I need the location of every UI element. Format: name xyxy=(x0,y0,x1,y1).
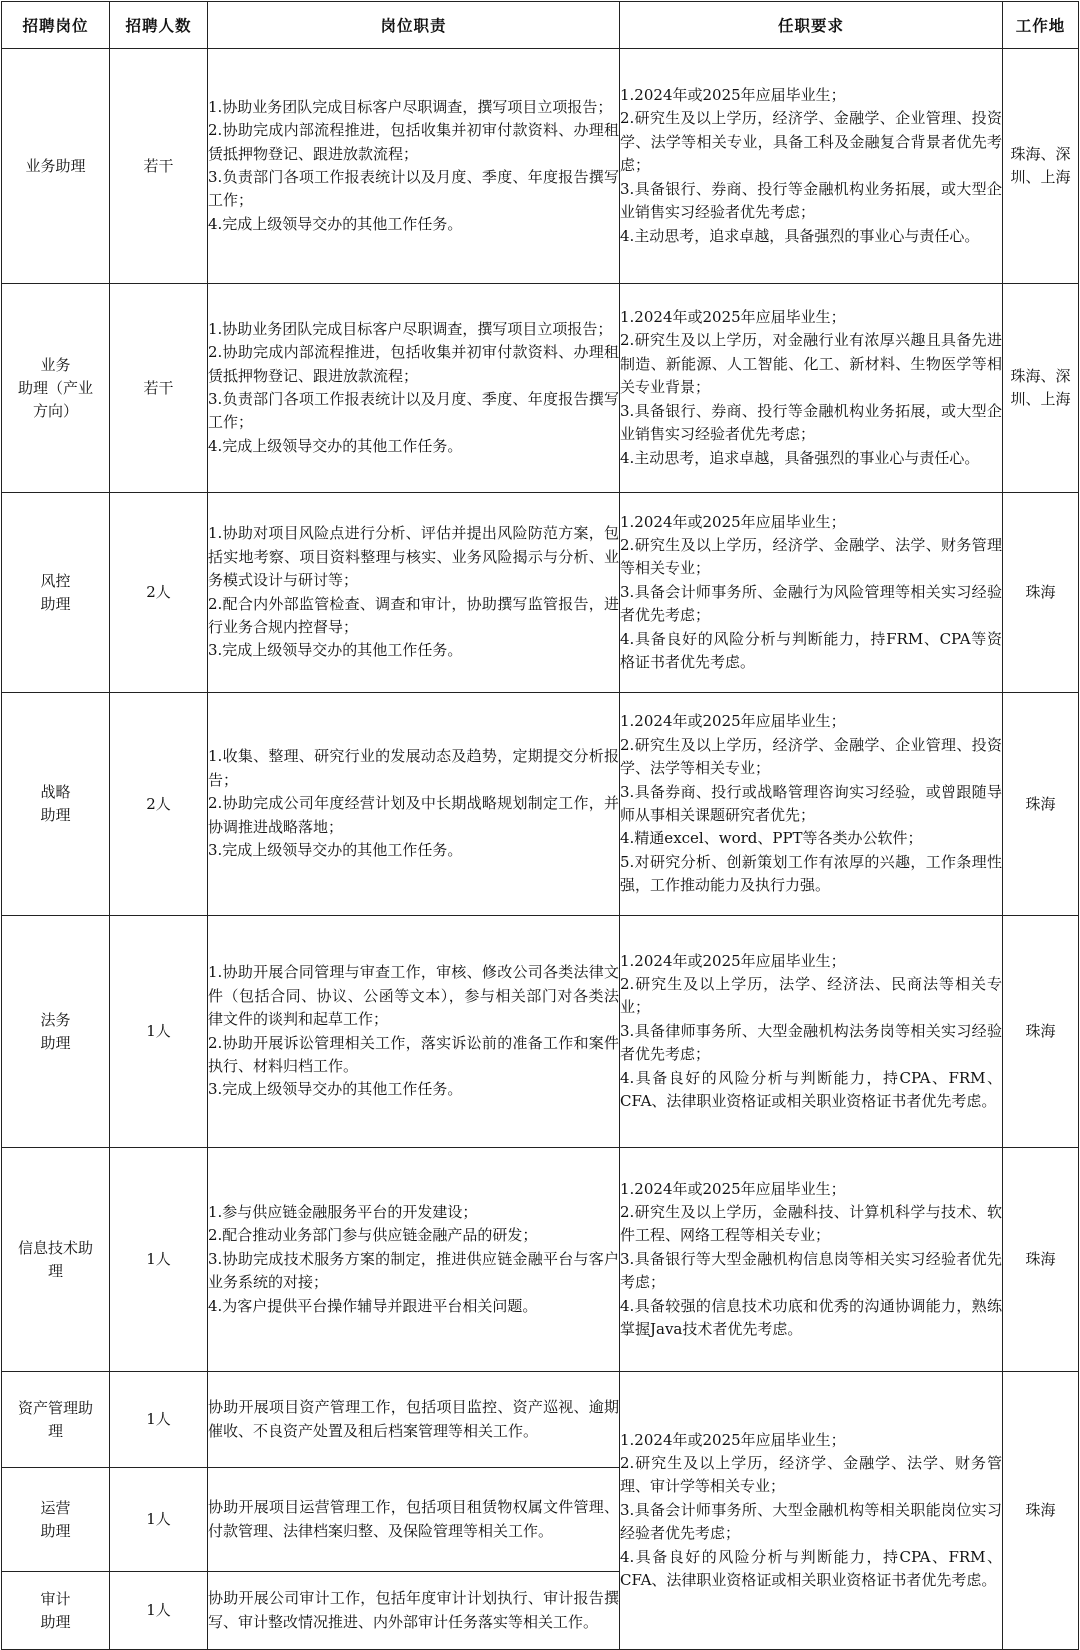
requirement-line: 2.研究生及以上学历，经济学、金融学、企业管理、投资学、法学等相关专业； xyxy=(620,735,1002,778)
duties-cell xyxy=(208,1148,620,1372)
count-cell: 若干 xyxy=(110,49,208,284)
location-cell: 珠海、深圳、上海 xyxy=(1003,284,1079,493)
duties-cell xyxy=(208,284,620,493)
duty-line: 1.协助开展合同管理与审查工作，审核、修改公司各类法律文件（包括合同、协议、公函等文本），参与相关部门对各类法律文件的谈判和起草工作； xyxy=(208,963,619,1029)
requirement-line: 1.2024年或2025年应届毕业生； xyxy=(620,308,846,327)
position-cell xyxy=(2,493,110,693)
header-position: 招聘岗位 xyxy=(2,2,110,49)
duty-line: 协助开展公司审计工作，包括年度审计计划执行、审计报告撰写、审计整改情况推进、内外部审计任务落实等相关工作。 xyxy=(208,1589,619,1631)
duties-cell xyxy=(208,1372,620,1468)
requirement-line: 3.具备券商、投行或战略管理咨询实习经验，或曾跟随导师从事相关课题研究者优先； xyxy=(620,782,1002,824)
position-text: 信息技术助 理 xyxy=(17,1238,93,1280)
recruitment-table xyxy=(1,1,1079,1650)
duty-line: 3.完成上级领导交办的其他工作任务。 xyxy=(208,641,463,660)
position-text: 运营 助理 xyxy=(40,1498,71,1540)
position-cell xyxy=(2,916,110,1148)
duty-line: 4.完成上级领导交办的其他工作任务。 xyxy=(208,214,463,233)
requirements-cell xyxy=(620,493,1003,693)
requirements-cell xyxy=(620,693,1003,916)
requirement-line: 4.具备良好的风险分析与判断能力，持CPA、FRM、CFA、法律职业资格证或相关职业资格证书者优先考虑。 xyxy=(620,1068,1002,1111)
requirement-line: 2.研究生及以上学历，对金融行业有浓厚兴趣且具备先进制造、新能源、人工智能、化工、新材料、生物医学等相关专业背景； xyxy=(620,331,1002,397)
requirement-line: 4.具备良好的风险分析与判断能力，持FRM、CPA等资格证书者优先考虑。 xyxy=(620,629,1002,672)
merged-location-cell: 珠海 xyxy=(1003,1372,1079,1650)
position-cell xyxy=(2,284,110,493)
position-text: 战略 助理 xyxy=(40,783,71,824)
duty-line: 协助开展项目资产管理工作，包括项目监控、资产巡视、逾期催收、不良资产处置及租后档案管理等相关工作。 xyxy=(208,1398,619,1440)
requirement-line: 1.2024年或2025年应届毕业生； xyxy=(620,951,846,970)
location-cell: 珠海 xyxy=(1003,916,1079,1148)
position-text: 审计 助理 xyxy=(40,1589,71,1631)
duties-cell xyxy=(208,49,620,284)
duty-line: 2.协助完成内部流程推进，包括收集并初审付款资料、办理租赁抵押物登记、跟进放款流程； xyxy=(208,343,619,385)
duty-line: 3.完成上级领导交办的其他工作任务。 xyxy=(208,841,463,860)
location-cell: 珠海 xyxy=(1003,493,1079,693)
requirements-cell xyxy=(620,916,1003,1148)
requirement-line: 5.对研究分析、创新策划工作有浓厚的兴趣，工作条理性强，工作推动能力及执行力强。 xyxy=(620,852,1002,895)
header-duties: 岗位职责 xyxy=(208,2,620,49)
requirement-line: 2.研究生及以上学历，金融科技、计算机科学与技术、软件工程、网络工程等相关专业； xyxy=(620,1202,1002,1245)
requirements-cell xyxy=(620,49,1003,284)
duty-line: 1.协助业务团队完成目标客户尽职调查，撰写项目立项报告； xyxy=(208,97,613,116)
count-cell: 1人 xyxy=(110,916,208,1148)
requirement-line: 3.具备银行、券商、投行等金融机构业务拓展，或大型企业销售实习经验者优先考虑； xyxy=(620,401,1002,444)
count-cell: 1人 xyxy=(110,1572,208,1650)
position-text: 业务 助理（产业 方向） xyxy=(17,355,93,420)
table-row xyxy=(2,916,1079,1148)
table-row xyxy=(2,284,1079,493)
table-row xyxy=(2,1148,1079,1372)
requirement-line: 1.2024年或2025年应届毕业生； xyxy=(620,1179,846,1198)
duties-cell xyxy=(208,1468,620,1572)
header-location: 工作地 xyxy=(1003,2,1079,49)
requirement-line: 4.精通excel、word、PPT等各类办公软件； xyxy=(620,829,923,848)
requirement-line: 1.2024年或2025年应届毕业生； xyxy=(620,86,846,105)
position-cell xyxy=(2,1148,110,1372)
duty-line: 4.为客户提供平台操作辅导并跟进平台相关问题。 xyxy=(208,1296,538,1315)
duty-line: 2.协助开展诉讼管理相关工作，落实诉讼前的准备工作和案件执行、材料归档工作。 xyxy=(208,1033,619,1075)
requirement-line: 1.2024年或2025年应届毕业生； xyxy=(620,712,846,731)
count-cell: 1人 xyxy=(110,1148,208,1372)
requirement-line: 2.研究生及以上学历，法学、经济法、民商法等相关专业； xyxy=(620,974,1002,1017)
count-cell: 1人 xyxy=(110,1372,208,1468)
requirement-line: 4.具备良好的风险分析与判断能力，持CPA、FRM、CFA、法律职业资格证或相关职业资格证书者优先考虑。 xyxy=(620,1547,1002,1590)
duty-line: 1.协助业务团队完成目标客户尽职调查，撰写项目立项报告； xyxy=(208,319,613,338)
duty-line: 1.收集、整理、研究行业的发展动态及趋势，定期提交分析报告； xyxy=(208,747,619,789)
duties-cell xyxy=(208,1572,620,1650)
position-cell xyxy=(2,1572,110,1650)
requirement-line: 2.研究生及以上学历，经济学、金融学、法学、财务管理、审计学等相关专业； xyxy=(620,1453,1002,1496)
position-cell xyxy=(2,1468,110,1572)
duty-line: 2.协助完成公司年度经营计划及中长期战略规划制定工作，并协调推进战略落地； xyxy=(208,794,619,836)
table-row xyxy=(2,1372,1079,1468)
table-row xyxy=(2,493,1079,693)
requirement-line: 3.具备律师事务所、大型金融机构法务岗等相关实习经验者优先考虑； xyxy=(620,1021,1002,1064)
duty-line: 2.协助完成内部流程推进，包括收集并初审付款资料、办理租赁抵押物登记、跟进放款流程； xyxy=(208,121,619,163)
duty-line: 2.配合推动业务部门参与供应链金融产品的研发； xyxy=(208,1226,538,1245)
count-cell: 2人 xyxy=(110,693,208,916)
count-cell: 若干 xyxy=(110,284,208,493)
position-cell xyxy=(2,49,110,284)
position-text: 法务 助理 xyxy=(40,1010,71,1052)
duties-cell xyxy=(208,693,620,916)
requirement-line: 4.具备较强的信息技术功底和优秀的沟通协调能力，熟练掌握Java技术者优先考虑。 xyxy=(620,1296,1002,1339)
duty-line: 1.协助对项目风险点进行分析、评估并提出风险防范方案，包括实地考察、项目资料整理与核实、业务风险揭示与分析、业务模式设计与研讨等； xyxy=(208,524,619,590)
header-row xyxy=(2,2,1079,49)
requirement-line: 4.主动思考，追求卓越，具备强烈的事业心与责任心。 xyxy=(620,226,980,245)
duties-cell xyxy=(208,916,620,1148)
position-cell xyxy=(2,693,110,916)
requirement-line: 3.具备会计师事务所、金融行为风险管理等相关实习经验者优先考虑； xyxy=(620,582,1002,625)
location-cell: 珠海、深圳、上海 xyxy=(1003,49,1079,284)
duty-line: 3.协助完成技术服务方案的制定，推进供应链金融平台与客户业务系统的对接； xyxy=(208,1249,619,1292)
requirement-line: 1.2024年或2025年应届毕业生； xyxy=(620,1430,846,1449)
duty-line: 1.参与供应链金融服务平台的开发建设； xyxy=(208,1202,478,1221)
merged-requirements-cell xyxy=(620,1372,1003,1650)
table-row xyxy=(2,49,1079,284)
table-row xyxy=(2,693,1079,916)
duty-line: 3.负责部门各项工作报表统计以及月度、季度、年度报告撰写工作； xyxy=(208,390,619,432)
duty-line: 2.配合内外部监管检查、调查和审计，协助撰写监管报告，进行业务合规内控督导； xyxy=(208,594,619,636)
duty-line: 3.完成上级领导交办的其他工作任务。 xyxy=(208,1080,463,1099)
header-requirements: 任职要求 xyxy=(620,2,1003,49)
requirement-line: 2.研究生及以上学历，经济学、金融学、法学、财务管理等相关专业； xyxy=(620,535,1002,578)
requirements-cell xyxy=(620,284,1003,493)
duty-line: 3.负责部门各项工作报表统计以及月度、季度、年度报告撰写工作； xyxy=(208,168,619,210)
duties-cell xyxy=(208,493,620,693)
position-text: 资产管理助 理 xyxy=(17,1398,93,1440)
requirement-line: 4.主动思考，追求卓越，具备强烈的事业心与责任心。 xyxy=(620,448,980,467)
requirement-line: 2.研究生及以上学历，经济学、金融学、企业管理、投资学、法学等相关专业，具备工科及金融复合背景者优先考虑； xyxy=(620,109,1002,175)
requirements-cell xyxy=(620,1148,1003,1372)
header-count: 招聘人数 xyxy=(110,2,208,49)
count-cell: 1人 xyxy=(110,1468,208,1572)
position-text: 风控 助理 xyxy=(40,571,71,613)
position-cell xyxy=(2,1372,110,1468)
location-cell: 珠海 xyxy=(1003,1148,1079,1372)
requirement-line: 3.具备银行等大型金融机构信息岗等相关实习经验者优先考虑； xyxy=(620,1249,1002,1292)
count-cell: 2人 xyxy=(110,493,208,693)
position-text: 业务助理 xyxy=(25,156,86,175)
requirement-line: 3.具备银行、券商、投行等金融机构业务拓展，或大型企业销售实习经验者优先考虑； xyxy=(620,179,1002,222)
duty-line: 协助开展项目运营管理工作，包括项目租赁物权属文件管理、付款管理、法律档案归整、及保险管理等相关工作。 xyxy=(208,1498,619,1540)
duty-line: 4.完成上级领导交办的其他工作任务。 xyxy=(208,436,463,455)
requirement-line: 1.2024年或2025年应届毕业生； xyxy=(620,512,846,531)
location-cell: 珠海 xyxy=(1003,693,1079,916)
requirement-line: 3.具备会计师事务所、大型金融机构等相关职能岗位实习经验者优先考虑； xyxy=(620,1500,1002,1543)
